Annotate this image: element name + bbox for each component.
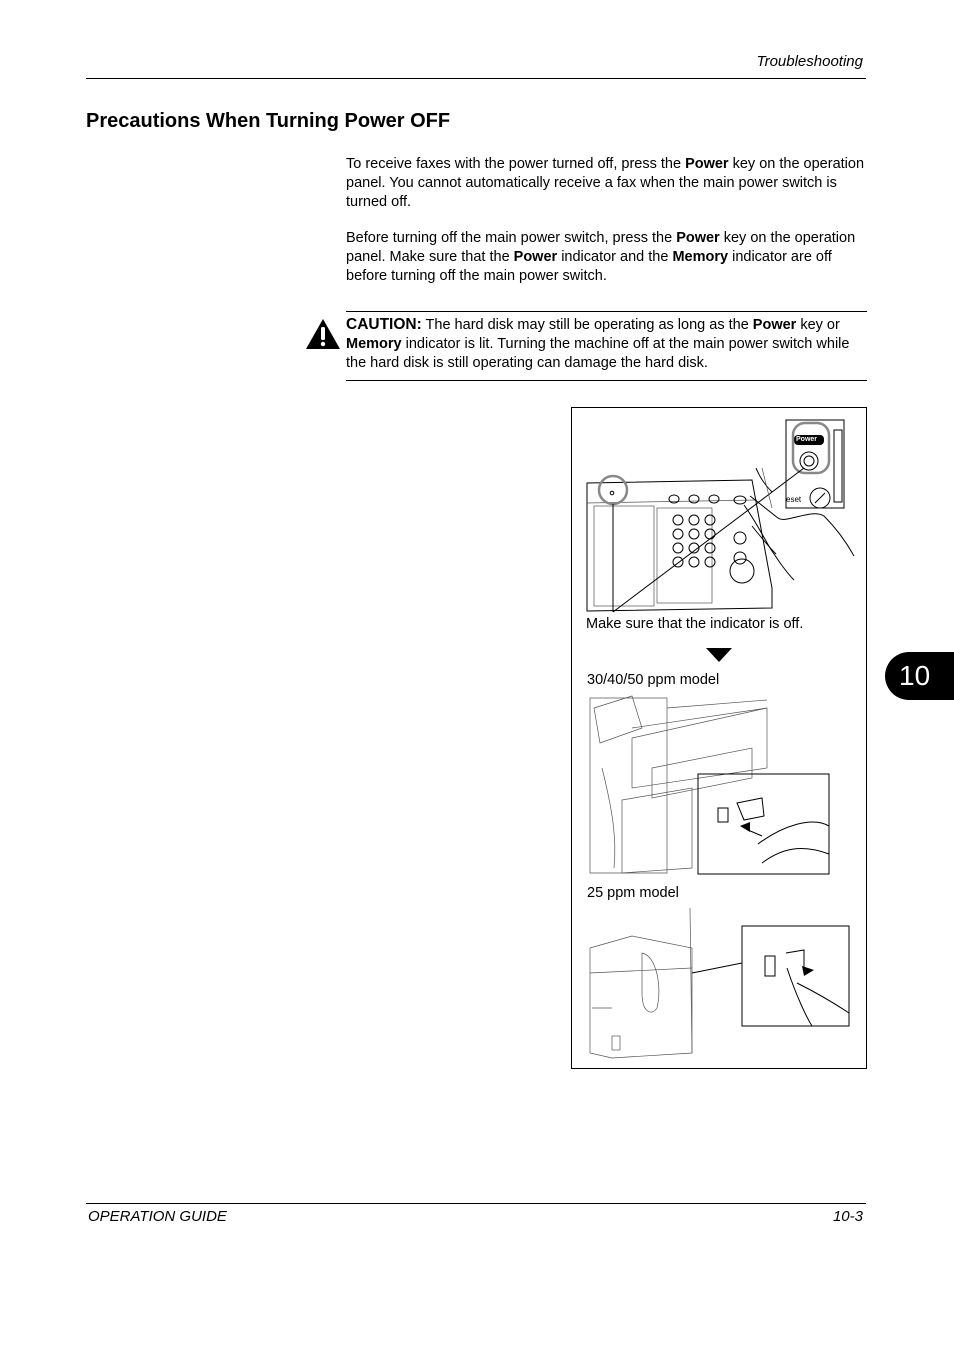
paragraph-faxes: [346, 155, 866, 212]
text-run: key or: [796, 317, 840, 333]
bold-term: Power: [676, 230, 720, 246]
footer-page-number: 10-3: [832, 1208, 863, 1225]
caution-note: [346, 311, 867, 381]
model-caption-30-40-50: 30/40/50 ppm model: [587, 672, 720, 688]
power-key-label: Power: [796, 436, 818, 443]
bold-term: Memory: [672, 249, 729, 265]
bold-term: Memory: [346, 336, 402, 352]
footer-guide-title: OPERATION GUIDE: [88, 1208, 227, 1225]
figure-frame: [571, 407, 867, 1069]
bold-term: Power: [752, 317, 797, 333]
text-run: indicator are off before turning off the main power switch.: [346, 249, 832, 284]
text-run: indicator and the: [557, 249, 673, 265]
text-run: Before turning off the main power switch, press the: [346, 230, 677, 246]
caution-body: [346, 317, 849, 371]
text-run: To receive faxes with the power turned off, press the: [346, 156, 686, 172]
text-run: key on the operation panel. You cannot automatically receive a fax when the main power switch is turned off.: [346, 156, 865, 210]
down-triangle-icon: [706, 648, 732, 662]
caution-label: CAUTION:: [346, 316, 422, 333]
reset-key-fragment: eset: [786, 495, 802, 504]
header-rule: [86, 78, 866, 79]
page-title: Precautions When Turning Power OFF: [86, 110, 451, 132]
footer-rule: [86, 1203, 866, 1204]
caution-text: [346, 315, 867, 373]
text-run: The hard disk may still be operating as long as the: [421, 317, 753, 333]
indicator-caption: Make sure that the indicator is off.: [586, 616, 804, 632]
running-header: Troubleshooting: [756, 53, 863, 70]
text-run: indicator is lit. Turning the machine off at the main power switch while the hard disk is still operating can damage the hard disk.: [346, 336, 850, 371]
warning-triangle-icon: [305, 318, 341, 355]
text-run: key on the operation panel. Make sure that the: [346, 230, 856, 265]
chapter-tab: 10: [885, 652, 954, 700]
paragraph-memory-indicator: [346, 229, 866, 286]
bold-term: Power: [513, 249, 558, 265]
bold-term: Power: [685, 156, 729, 172]
operation-panel-illustration: [572, 408, 866, 1068]
model-caption-25: 25 ppm model: [587, 885, 679, 901]
